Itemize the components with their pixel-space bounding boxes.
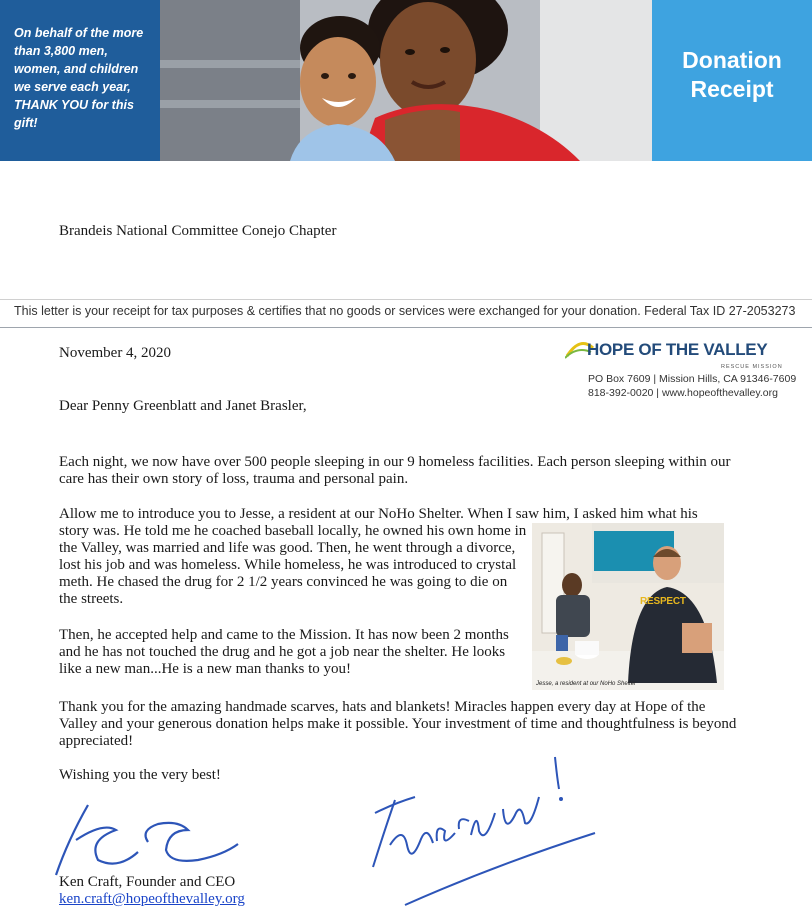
logo-subtext: RESCUE MISSION (721, 364, 783, 370)
thank-you-message: On behalf of the more than 3,800 men, women, and children we serve each year, THANK YOU for this gift! (14, 26, 144, 130)
donation-receipt-title: Donation Receipt (682, 47, 782, 102)
ken-craft-signature (48, 800, 248, 880)
signer-name-title: Ken Craft, Founder and CEO (59, 874, 236, 890)
shirt-lettering: RESPECT (640, 596, 686, 607)
salutation: Dear Penny Greenblatt and Janet Brasler, (59, 398, 307, 414)
paragraph-thank-you: Thank you for the amazing handmade scarves, hats and blankets! Miracles happen every day at Hope of the Valley and your generous donation helps make it possible. Your investment of time and thoughtfulness is beyond appreciated! (59, 699, 737, 749)
thank-you-panel (0, 0, 160, 161)
recipient-name: Brandeis National Committee Conejo Chapter (59, 223, 337, 239)
photo-caption: Jesse, a resident at our NoHo Shelter (536, 681, 637, 687)
divider (0, 327, 812, 328)
logo-text: HOPE OF THE VALLEY (587, 340, 768, 359)
signer-email-link[interactable]: ken.craft@hopeofthevalley.org (59, 891, 245, 907)
divider (0, 299, 812, 300)
tax-receipt-statement: This letter is your receipt for tax purposes & certifies that no goods or services were exchanged for your donation. Federal Tax ID 27-2053273 (14, 304, 796, 318)
organization-address (588, 372, 796, 400)
banner-photo-mother-child (160, 0, 652, 161)
paragraph-intro: Each night, we now have over 500 people sleeping in our 9 homeless facilities. Each person sleeping within our care has their own story of loss, trauma and personal pain. (59, 454, 731, 487)
paragraph-jesse-story: story was. He told me he coached baseball locally, he owned his own home in the Valley, was married and life was good. Then, he went through a divorce, lost his job and was homeless. While homeless, he was introduced to crystal meth. He chased the drug for 2 1/2 years convinced he was going to die on the streets. (59, 523, 527, 607)
contact-line: 818-392-0020 | www.hopeofthevalley.org (588, 387, 778, 399)
donation-receipt-panel (652, 0, 812, 161)
letter-date: November 4, 2020 (59, 345, 172, 361)
thank-you-handwritten-note (345, 755, 615, 911)
paragraph-recovery: Then, he accepted help and came to the Mission. It has now been 2 months and he has not touched the drug and he got a job near the shelter. He looks like a new man...He is a new man thanks to you! (59, 627, 509, 677)
header-banner (0, 0, 812, 161)
closing-line: Wishing you the very best! (59, 767, 221, 783)
paragraph-jesse-first-line: Allow me to introduce you to Jesse, a resident at our NoHo Shelter. When I saw him, I asked him what his (59, 506, 698, 522)
address-line: PO Box 7609 | Mission Hills, CA 91346-7609 (588, 373, 797, 385)
organization-logo (565, 340, 785, 370)
jesse-photo (532, 523, 724, 690)
